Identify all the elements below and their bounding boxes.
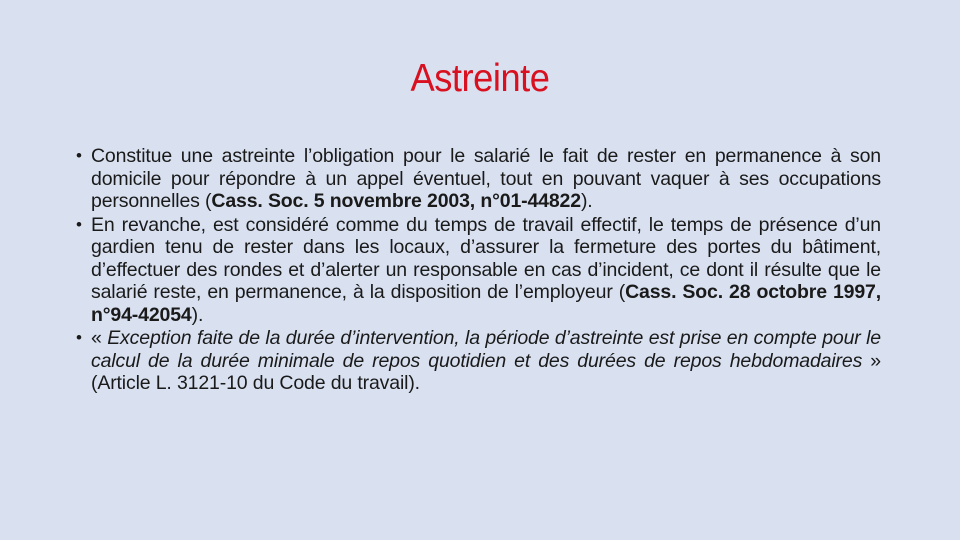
bullet-1-reference: Cass. Soc. 5 novembre 2003, n°01-44822 [211,190,581,212]
bullet-2-text: En revanche, est considéré comme du temps de travail effectif, le temps de présence d’un gardien tenu de rester dans les locaux, d’assurer la fermeture des portes du bâtiment, d’effectuer des rondes et d’alerter un responsable en cas d’incident, ce dont il résulte que le salarié reste, en permanence, à la disposition de l’employeur ( [91,213,881,303]
bullet-3-open-quote: « [91,327,108,349]
bullet-item-1 [76,145,881,213]
bullet-3-citation: » (Article L. 3121-10 du Code du travail). [91,349,881,394]
bullet-1-text: Constitue une astreinte l’obligation pour le salarié le fait de rester en permanence à son domicile pour répondre à un appel éventuel, tout en pouvant vaquer à ses occupations personnelles ( [91,145,881,212]
bullet-2-reference: Cass. Soc. 28 octobre 1997, n°94-42054 [91,281,881,326]
bullet-item-3 [76,327,881,395]
bullet-2-suffix: ). [191,303,204,326]
bullet-3-quotation: Exception faite de la durée d’intervention, la période d’astreinte est prise en compte pour le calcul de la durée minimale de repos quotidien et des durées de repos hebdomadaires [91,327,881,372]
bullet-1-suffix: ). [580,190,593,212]
bullet-list [76,145,881,396]
slide-title: Astreinte [410,57,550,100]
bullet-item-2 [76,214,881,327]
